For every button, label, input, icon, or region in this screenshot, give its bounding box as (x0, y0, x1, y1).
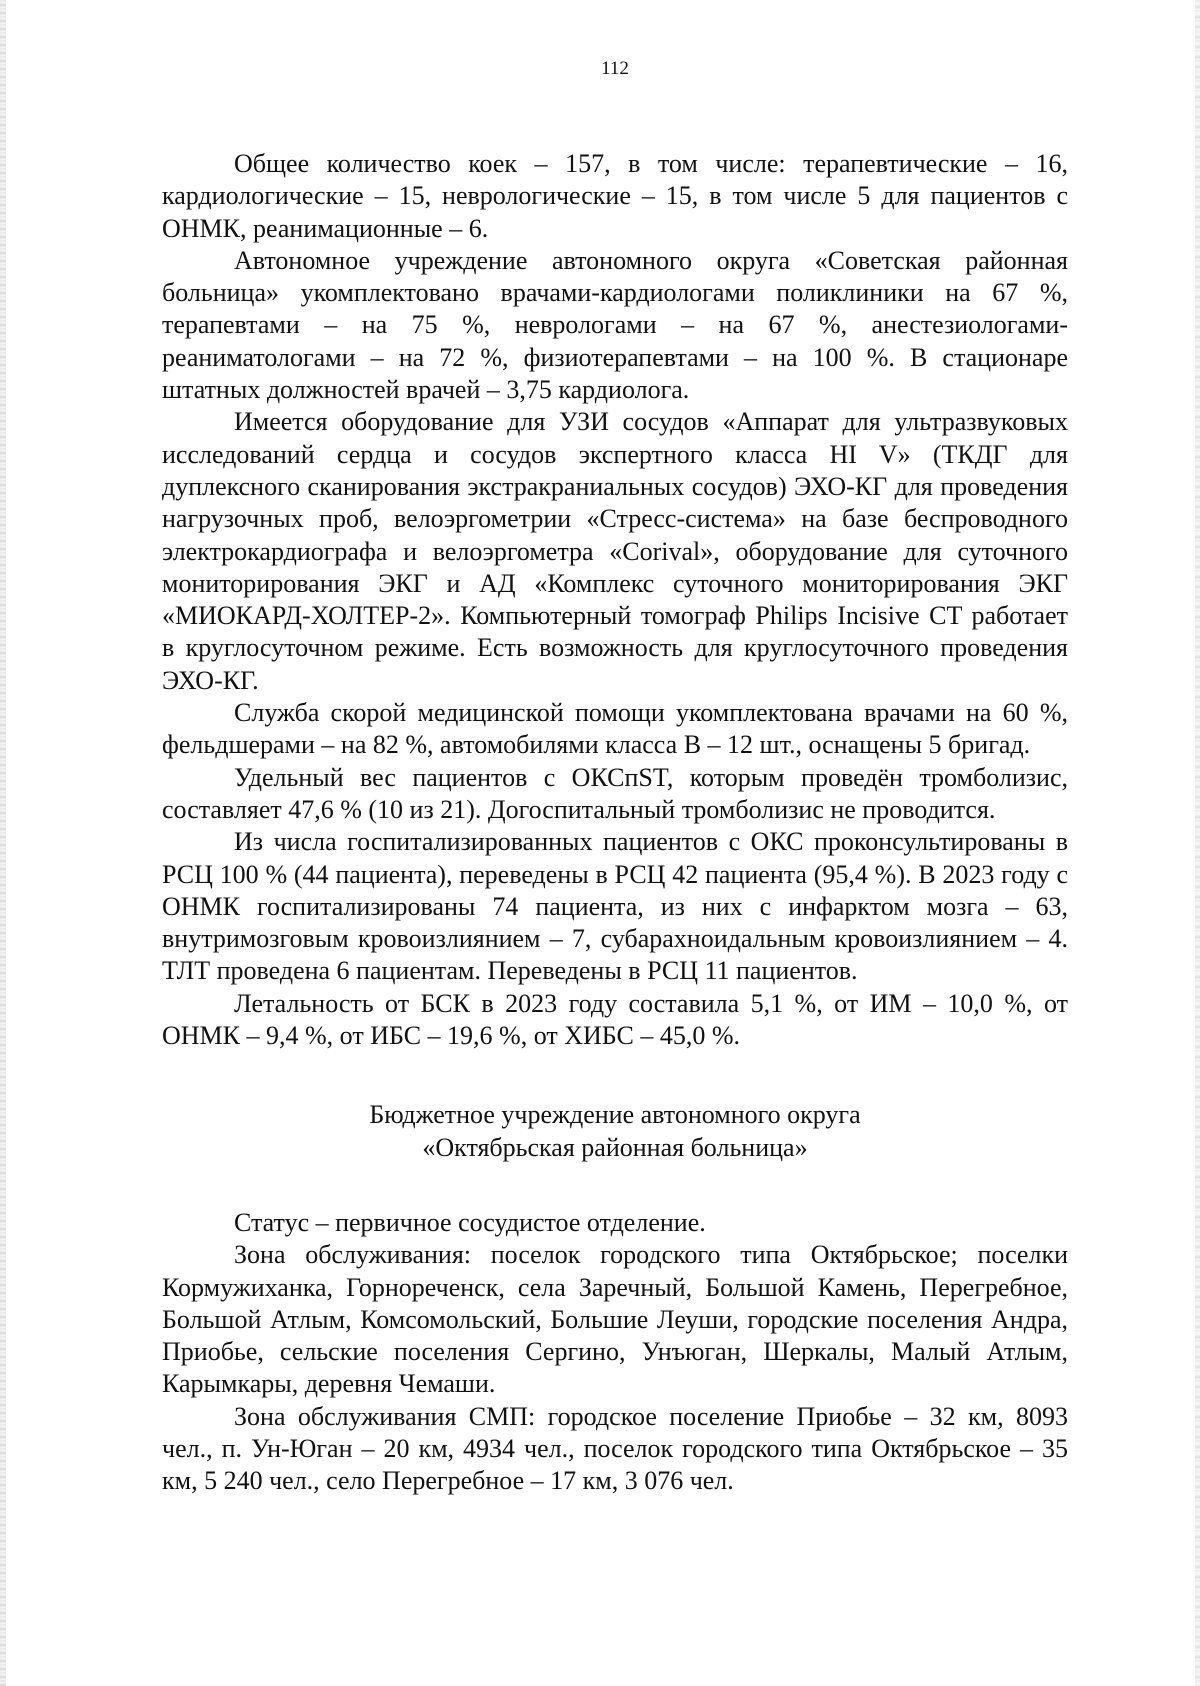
paragraph-bed-count: Общее количество коек – 157, в том числе: терапевтические – 16, кардиологические – 15, неврологические – 15, в том числе 5 для пациентов с ОНМК, реанимационные – 6. (162, 149, 1068, 243)
paragraph-ems-zone: Зона обслуживания СМП: городское поселение Приобье – 32 км, 8093 чел., п. Ун-Юган – 20 км, 4934 чел., поселок городского типа Октябрьское – 35 км, 5 240 чел., село Перегребное – 17 км, 3 076 чел. (162, 1401, 1068, 1496)
paragraph-thrombolysis: Удельный вес пациентов с ОКСпST, которым проведён тромболизис, составляет 47,6 % (10 из 21). Догоспитальный тромболизис не проводится. (162, 762, 1068, 824)
paragraph-staffing: Автономное учреждение автономного округа «Советская районная больница» укомплектовано врачами-кардиологами поликлиники на 67 %, терапевтами – на 75 %, неврологами – на 67 %, анестезиологами-реаниматологами – на 72 %, физиотерапевтами – на 100 %. В стационаре штатных должностей врачей – 3,75 кардиолога. (162, 245, 1068, 405)
section-heading (162, 1099, 1068, 1164)
page-number: 112 (601, 58, 629, 79)
section-heading-line1: Бюджетное учреждение автономного округа (369, 1100, 861, 1130)
paragraph-service-zone: Зона обслуживания: поселок городского типа Октябрьское; поселки Кормужиханка, Горнореченск, села Заречный, Большой Камень, Перегребное, Большой Атлым, Комсомольский, Большие Леуши, городские поселения Андра, Приобье, сельские поселения Сергино, Унъюган, Шеркалы, Малый Атлым, Карымкары, деревня Чемаши. (162, 1240, 1068, 1399)
paragraph-ambulance-service: Служба скорой медицинской помощи укомплектована врачами на 60 %, фельдшерами – на 82 %, автомобилями класса В – 12 шт., оснащены 5 бригад. (162, 698, 1068, 760)
scan-edge-right (1195, 0, 1200, 1686)
paragraph-mortality: Летальность от БСК в 2023 году составила 5,1 %, от ИМ – 10,0 %, от ОНМК – 9,4 %, от ИБС – 19,6 %, от ХИБС – 45,0 %. (162, 988, 1068, 1051)
paragraph-hospitalization: Из числа госпитализированных пациентов с ОКС проконсультированы в РСЦ 100 % (44 пациента), переведены в РСЦ 42 пациента (95,4 %). В 2023 году с ОНМК госпитализированы 74 пациента, из них с инфарктом мозга – 63, внутримозговым кровоизлиянием – 7, субарахноидальным кровоизлиянием – 4. ТЛТ проведена 6 пациентам. Переведены в РСЦ 11 пациентов. (162, 827, 1068, 986)
scan-edge-left (0, 0, 6, 1686)
section-heading-line2: «Октябрьская районная больница» (422, 1132, 808, 1162)
paragraph-status: Статус – первичное сосудистое отделение. (234, 1207, 706, 1237)
paragraph-equipment: Имеется оборудование для УЗИ сосудов «Аппарат для ультразвуковых исследований сердца и сосудов экспертного класса HI V» (ТКДГ для дуплексного сканирования экстракраниальных сосудов) ЭХО-КГ для проведения нагрузочных проб, велоэргометрии «Стресс-система» на базе беспроводного электрокардиографа и велоэргометра «Corival», оборудование для суточного мониторирования ЭКГ и АД «Комплекс суточного мониторирования ЭКГ «МИОКАРД-ХОЛТЕР-2». Компьютерный томограф Philips Incisive CT работает в круглосуточном режиме. Есть возможность для круглосуточного проведения ЭХО-КГ. (162, 407, 1068, 695)
document-body (162, 148, 1068, 1498)
